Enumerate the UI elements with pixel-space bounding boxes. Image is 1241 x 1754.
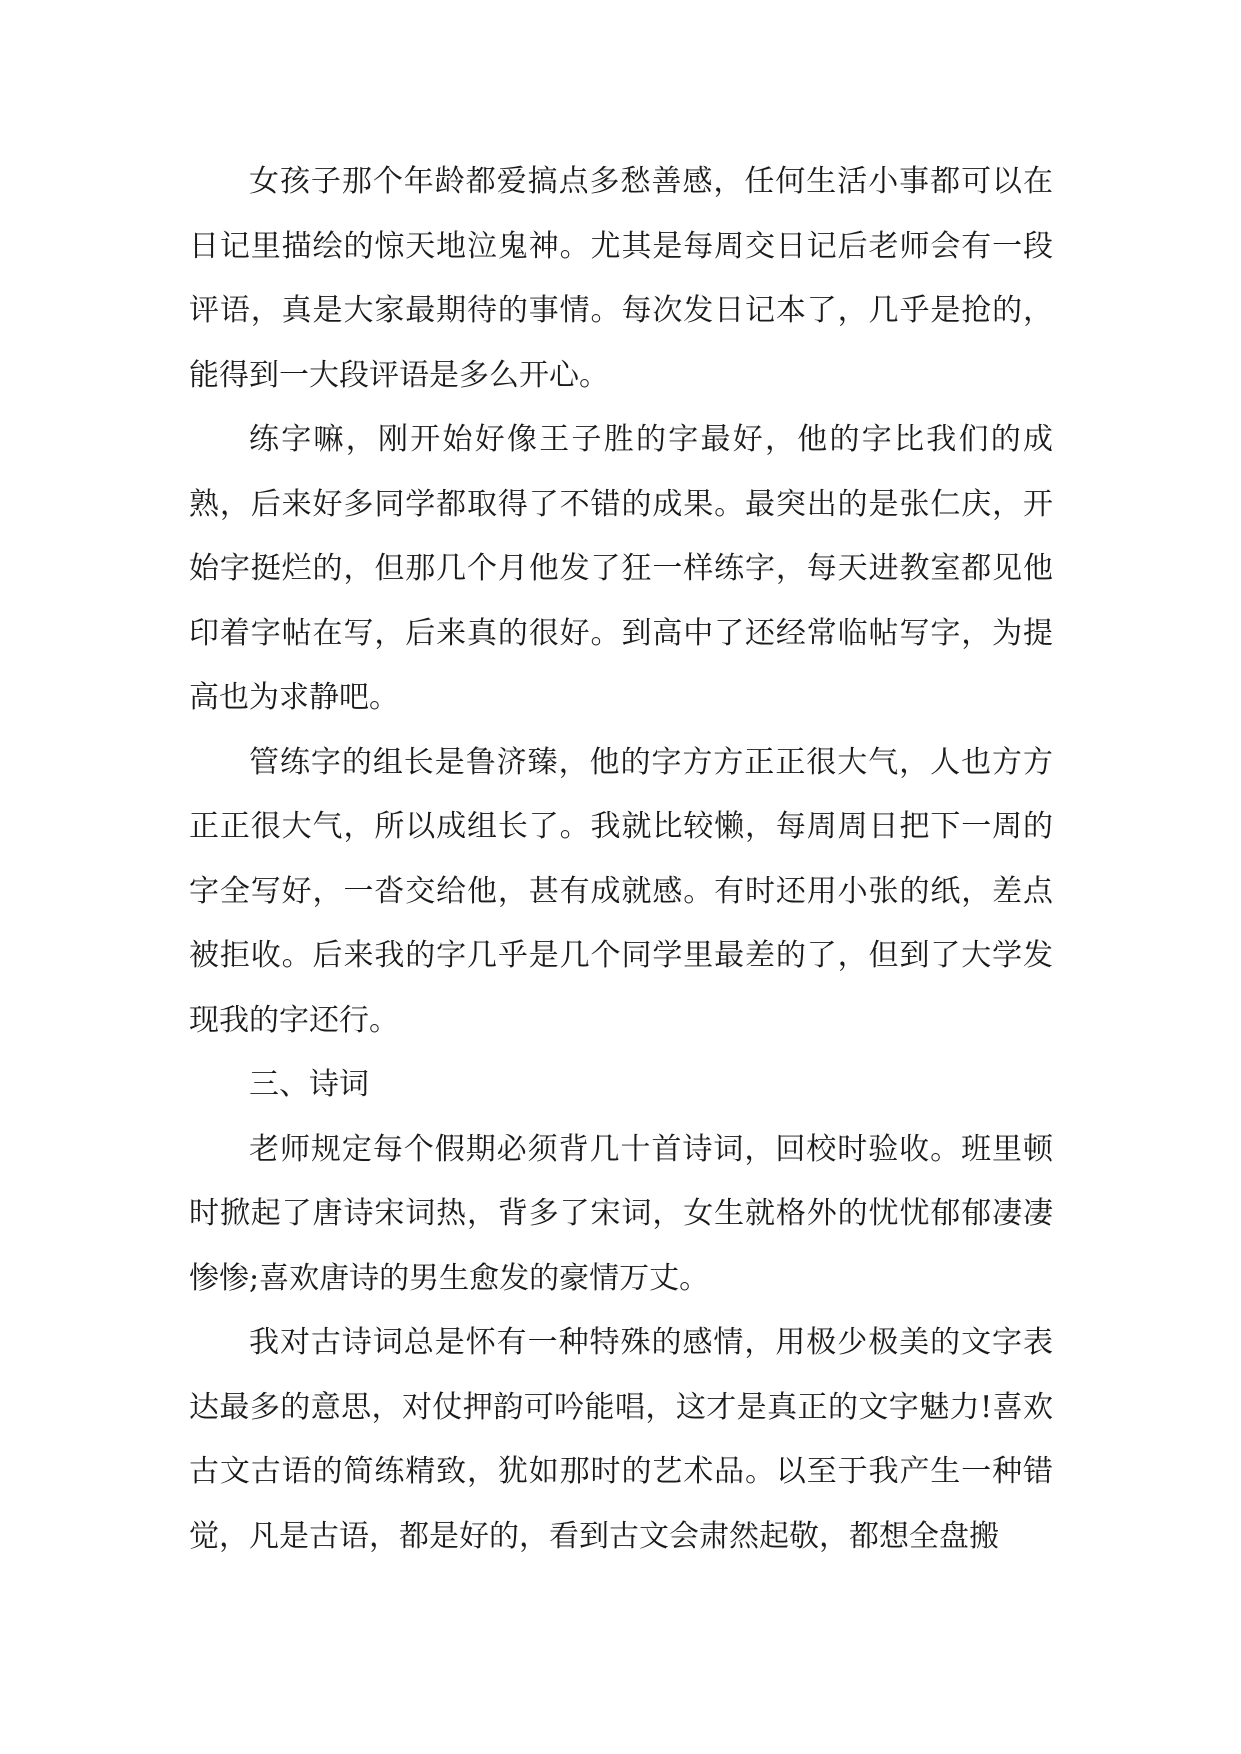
paragraph-poetry-requirement: 老师规定每个假期必须背几十首诗词，回校时验收。班里顿时掀起了唐诗宋词热，背多了宋词，女生就格外的忧忧郁郁凄凄惨惨;喜欢唐诗的男生愈发的豪情万丈。	[189, 1131, 1053, 1296]
section-heading-poetry: 三、诗词	[249, 1067, 369, 1102]
paragraph-poetry-feelings: 我对古诗词总是怀有一种特殊的感情，用极少极美的文字表达最多的意思，对仗押韵可吟能唱，这才是真正的文字魅力!喜欢古文古语的简练精致，犹如那时的艺术品。以至于我产生一种错觉，凡是古语，都是好的，看到古文会肃然起敬，都想全盘搬	[189, 1325, 1053, 1554]
document-body	[189, 150, 1053, 1569]
paragraph-diary: 女孩子那个年龄都爱搞点多愁善感，任何生活小事都可以在日记里描绘的惊天地泣鬼神。尤其是每周交日记后老师会有一段评语，真是大家最期待的事情。每次发日记本了，几乎是抢的，能得到一大段评语是多么开心。	[189, 164, 1053, 393]
paragraph-group-leader: 管练字的组长是鲁济臻，他的字方方正正很大气，人也方方正正很大气，所以成组长了。我就比较懒，每周周日把下一周的字全写好，一沓交给他，甚有成就感。有时还用小张的纸，差点被拒收。后来我的字几乎是几个同学里最差的了，但到了大学发现我的字还行。	[189, 744, 1053, 1038]
paragraph-calligraphy: 练字嘛，刚开始好像王子胜的字最好，他的字比我们的成熟，后来好多同学都取得了不错的成果。最突出的是张仁庆，开始字挺烂的，但那几个月他发了狂一样练字，每天进教室都见他印着字帖在写，后来真的很好。到高中了还经常临帖写字，为提高也为求静吧。	[189, 422, 1053, 715]
